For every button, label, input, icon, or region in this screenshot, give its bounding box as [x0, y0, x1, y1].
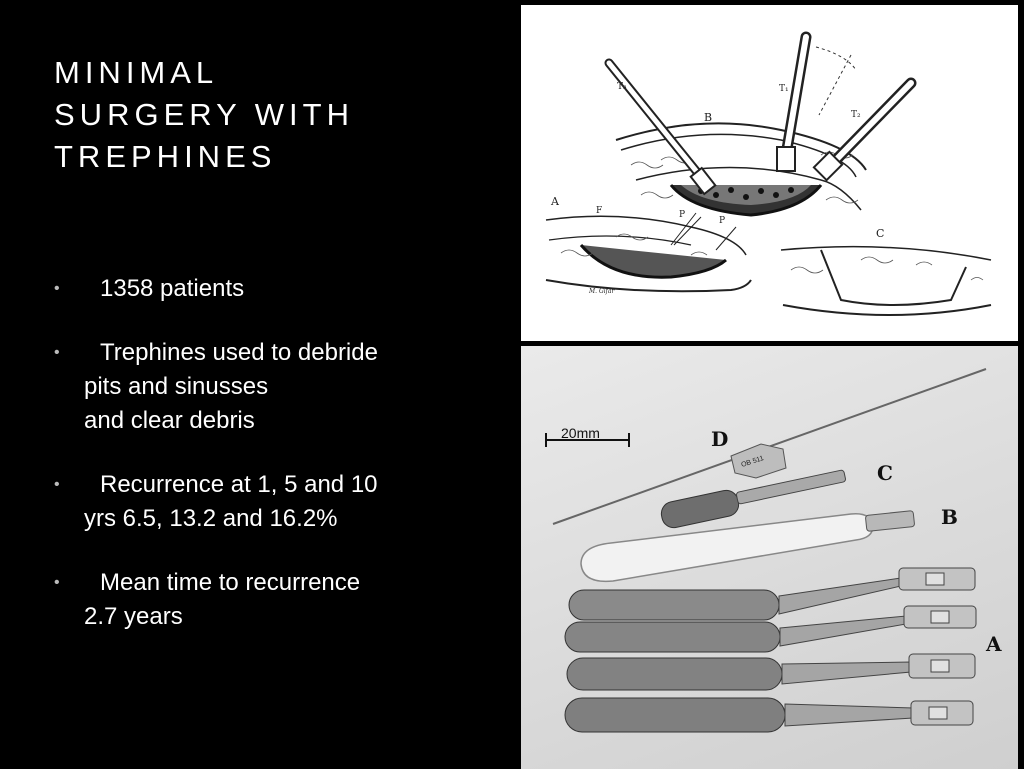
bullet-text: and clear debris: [84, 407, 255, 434]
bullet-text: 1358 patients: [100, 275, 245, 302]
title-line: MINIMAL: [54, 55, 219, 90]
artist-signature: M. Gifar: [589, 288, 615, 295]
diagram-illustration: [521, 5, 1018, 341]
label-b: B: [704, 111, 713, 124]
bullet-text: Recurrence at 1, 5 and 10: [100, 471, 378, 498]
bullet-dot: •: [54, 476, 60, 493]
bullet-dot: •: [54, 574, 60, 591]
trephine-a4: [565, 698, 973, 732]
angle-arc: [816, 47, 856, 70]
trephine-t1: [777, 37, 806, 171]
label-t2: T₂: [851, 110, 861, 120]
label-f: F: [596, 206, 603, 216]
scale-bar: [546, 425, 629, 447]
bullet-dot: •: [54, 280, 60, 297]
label-d: D: [711, 427, 729, 451]
scale-label: 20mm: [561, 425, 600, 441]
instruments-illustration: [521, 346, 1018, 769]
bullet-dot: •: [54, 344, 60, 361]
surgical-diagram: [521, 5, 1018, 341]
title-line: SURGERY WITH: [54, 97, 354, 132]
label-a: A: [986, 632, 1002, 656]
bullet-item: [54, 566, 474, 634]
label-p: P: [679, 210, 686, 220]
instrument-a-set: [565, 568, 976, 732]
instrument-d: [553, 369, 986, 524]
trephine-a3: [567, 654, 975, 690]
label-p: P: [719, 216, 726, 226]
plate-engraving: OB 511: [740, 455, 765, 469]
label-t3: T₃: [617, 82, 627, 92]
bullet-item: [54, 468, 474, 536]
angle-guide: [819, 55, 851, 115]
tissue-section-c: [781, 247, 991, 315]
label-a: A: [551, 195, 559, 208]
bullet-item: [54, 336, 474, 438]
bullet-text: 2.7 years: [84, 603, 183, 630]
label-t1: T₁: [779, 84, 789, 94]
title-line: TREPHINES: [54, 139, 277, 174]
bullet-item: [54, 272, 474, 306]
bullet-text: yrs 6.5, 13.2 and 16.2%: [84, 505, 338, 532]
instrument-b: [581, 511, 915, 582]
bullet-text: pits and sinusses: [84, 373, 269, 400]
bullet-list: [54, 272, 474, 664]
bullet-text: Mean time to recurrence: [100, 569, 361, 596]
label-c: C: [877, 461, 893, 485]
label-c: C: [876, 227, 885, 240]
label-b: B: [941, 505, 958, 529]
slide-title: [54, 52, 494, 178]
instruments-photo: [521, 346, 1018, 769]
bullet-text: Trephines used to debride: [100, 339, 378, 366]
